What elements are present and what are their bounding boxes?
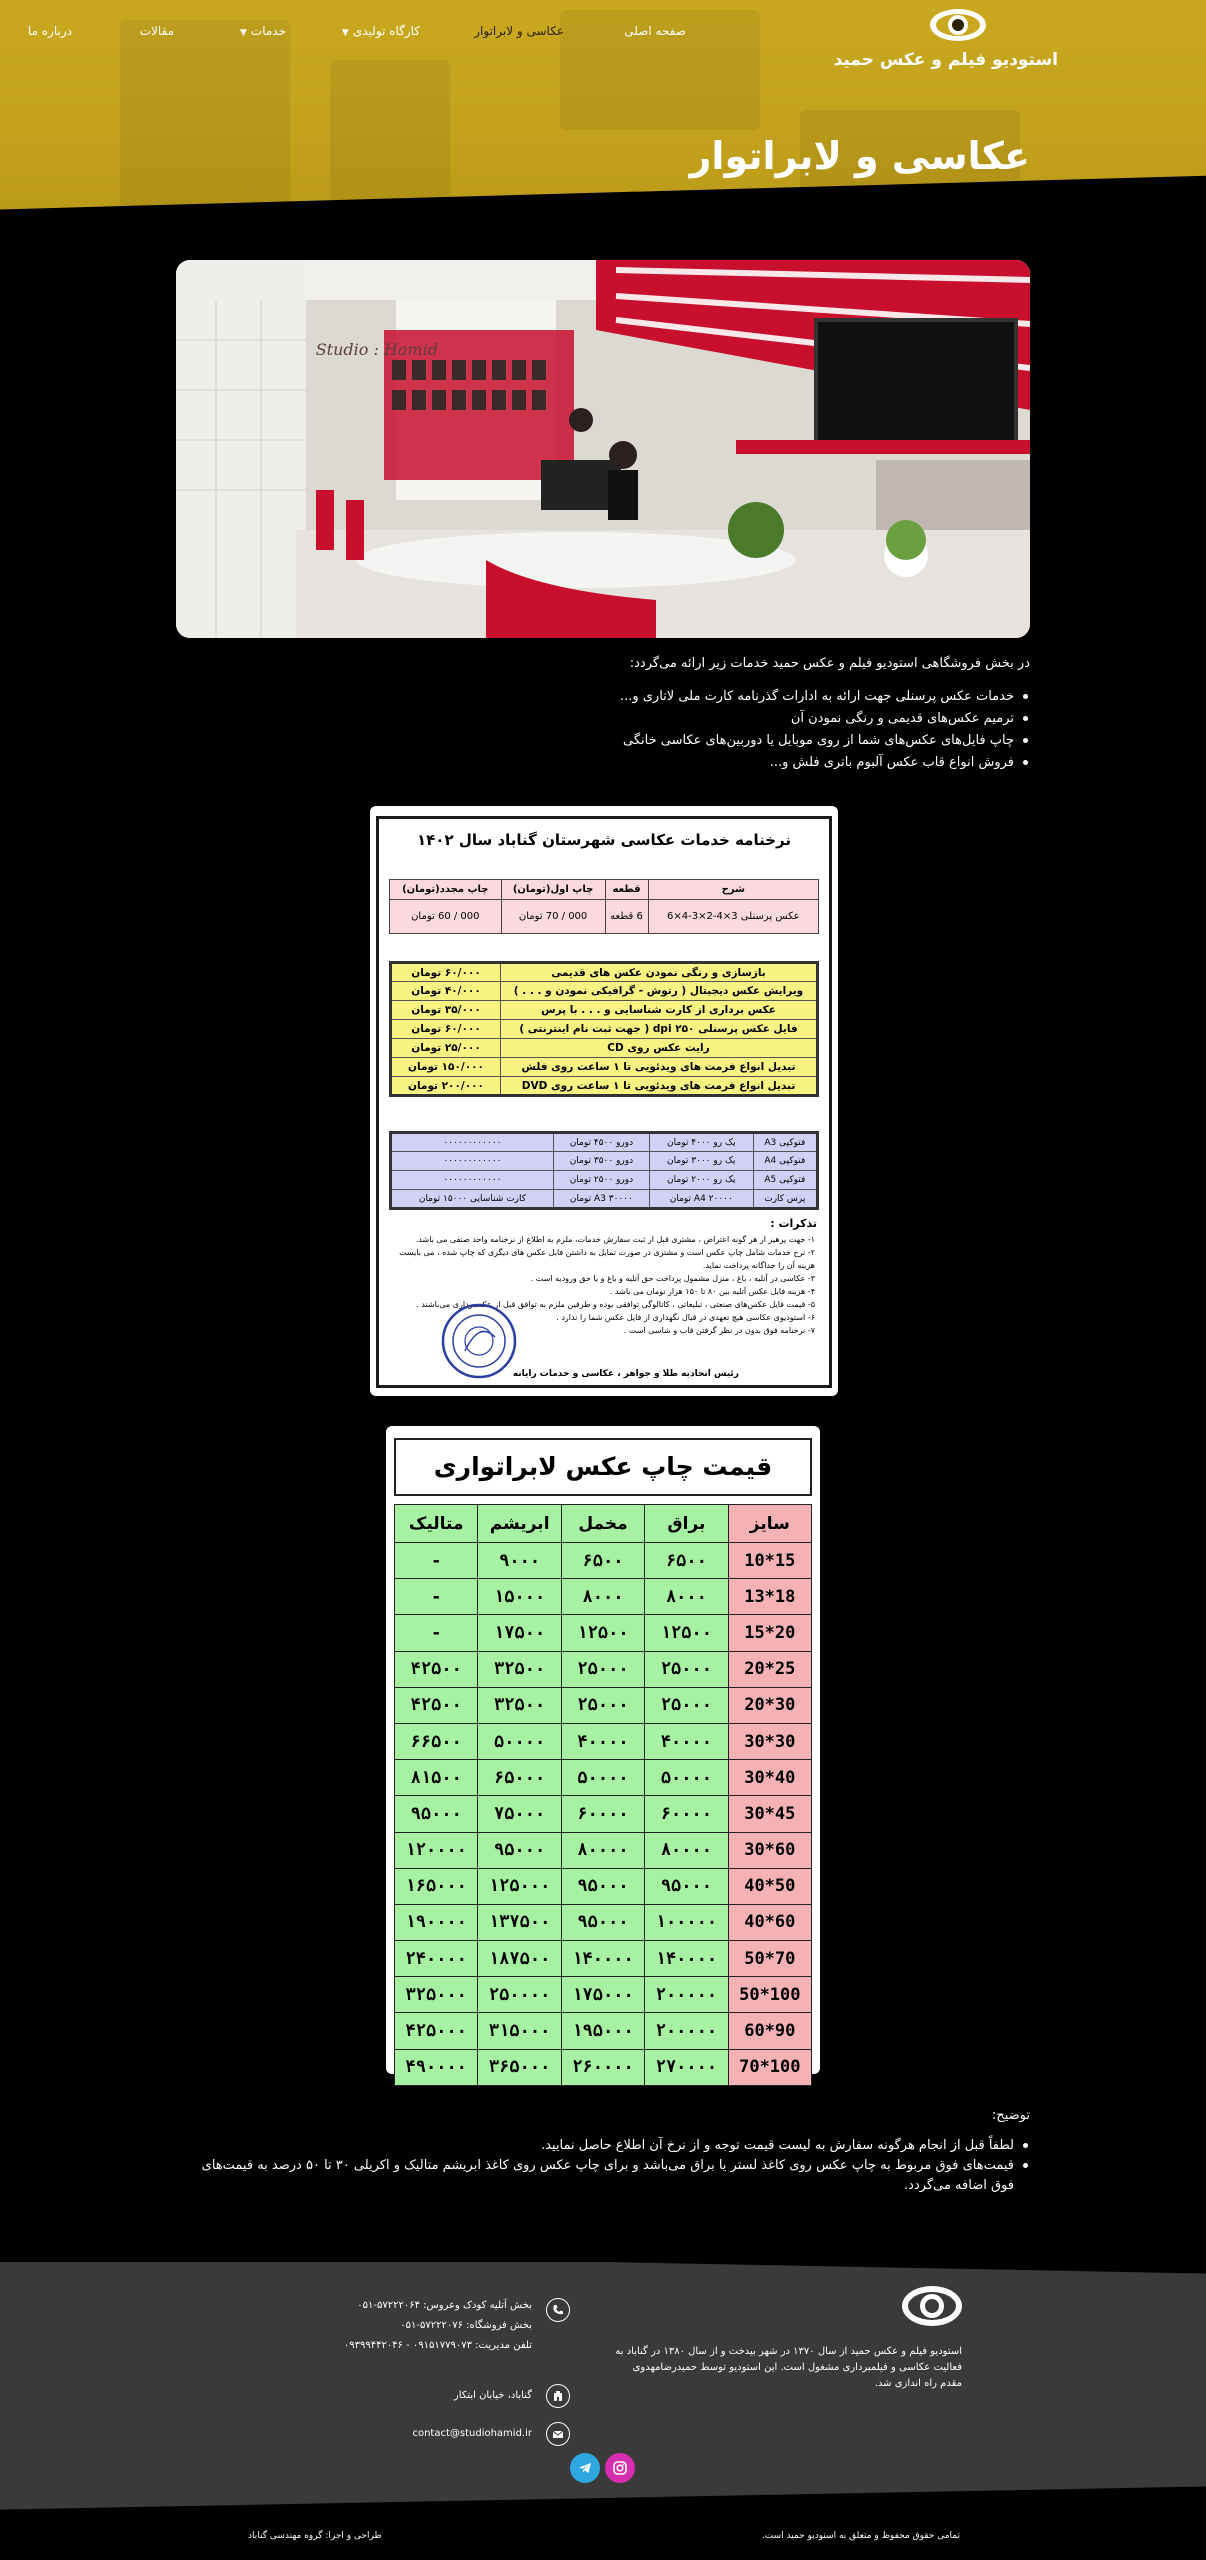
price-cell: ۵۰۰۰۰ bbox=[561, 1760, 644, 1796]
price-cell: ۱۹۰۰۰۰ bbox=[395, 1904, 478, 1940]
price-cell: ۲۰۰۰۰۰ bbox=[645, 2013, 728, 2049]
table-row bbox=[391, 1190, 818, 1209]
table-row bbox=[395, 1687, 812, 1723]
price-cell: ۴۰۰۰۰ bbox=[561, 1723, 644, 1759]
price-cell: ۱۵۰۰۰ bbox=[478, 1579, 561, 1615]
phone-line: تلفن مدیریت: ۰۹۱۵۱۷۷۹۰۷۳ - ۰۹۳۹۹۴۴۲۰۴۶ bbox=[343, 2340, 532, 2351]
size-cell: 13*18 bbox=[728, 1579, 811, 1615]
size-cell: 40*50 bbox=[728, 1868, 811, 1904]
price-cell: ۲۵۰۰۰۰ bbox=[478, 1977, 561, 2013]
list-item: ۵- قیمت فایل عکس‌های صنعتی ، تبلیغاتی ، کاتالوگی توافقی بوده و طرفین ملزم به توافق قبل از عکسبرداری می‌باشند . bbox=[416, 1300, 815, 1309]
eye-logo-icon bbox=[900, 2283, 964, 2329]
address-text: گناباد، خیابان ابتکار bbox=[453, 2390, 532, 2401]
price-cell: ۶۵۰۰۰ bbox=[478, 1760, 561, 1796]
price-cell: ۱۲۵۰۰۰ bbox=[478, 1868, 561, 1904]
footer-address bbox=[270, 2384, 570, 2424]
table-cell: ۶۰/۰۰۰ تومان bbox=[391, 963, 501, 982]
price-cell: ۱۷۵۰۰۰ bbox=[561, 1977, 644, 2013]
services-list bbox=[470, 686, 1030, 774]
table-cell: ۲۰۰/۰۰۰ تومان bbox=[391, 1077, 501, 1096]
instagram-icon bbox=[612, 2460, 628, 2476]
notes-section-title: توضیح: bbox=[991, 2108, 1030, 2123]
price-cell: ۱۸۷۵۰۰ bbox=[478, 1941, 561, 1977]
mail-icon bbox=[546, 2422, 570, 2446]
price-cell: ۶۵۰۰ bbox=[645, 1543, 728, 1579]
table-row bbox=[395, 1760, 812, 1796]
table-header: شرح bbox=[648, 880, 818, 900]
designer-credit: طراحی و اجرا: گروه مهندسی گناباد bbox=[248, 2531, 382, 2541]
table-cell: A3 ۳۰۰۰۰ تومان bbox=[553, 1190, 649, 1209]
signature-line: رئیس اتحادیه طلا و جواهر ، عکاسی و خدمات رایانه bbox=[512, 1369, 739, 1379]
price-cell: ۸۰۰۰ bbox=[645, 1579, 728, 1615]
size-cell: 50*100 bbox=[728, 1977, 811, 2013]
price-cell: ۹۵۰۰۰ bbox=[478, 1832, 561, 1868]
table-header: ابریشم bbox=[478, 1505, 561, 1543]
price-cell: ۳۶۵۰۰۰ bbox=[478, 2049, 561, 2085]
table-row bbox=[391, 1077, 818, 1096]
table-cell: بازسازی و رنگی نمودن عکس های قدیمی bbox=[501, 963, 818, 982]
table-row bbox=[391, 1058, 818, 1077]
table-cell: ۳۵/۰۰۰ تومان bbox=[391, 1001, 501, 1020]
price-cell: - bbox=[395, 1615, 478, 1651]
price-cell: ۱۶۵۰۰۰ bbox=[395, 1868, 478, 1904]
list-item: لطفاً قبل از انجام هرگونه سفارش به لیست قیمت توجه و از نرخ آن اطلاع حاصل نمایید. bbox=[176, 2136, 1030, 2156]
table-header: مخمل bbox=[561, 1505, 644, 1543]
service-price-table bbox=[389, 961, 819, 1097]
price-cell: ۳۱۵۰۰۰ bbox=[478, 2013, 561, 2049]
building-icon bbox=[546, 2384, 570, 2408]
price-cell: ۴۲۵۰۰ bbox=[395, 1651, 478, 1687]
copyright-text: تمامی حقوق محفوظ و متعلق به استودیو حمید است. bbox=[761, 2531, 960, 2541]
list-item: قیمت‌های فوق مربوط به چاپ عکس روی کاغذ لستر یا براق می‌باشد و برای چاپ عکس روی کاغذ ابریشم متالیک و اکریلی ۳۰ تا ۵۰ درصد به قیمت‌های فوق اضافه می‌گردد. bbox=[176, 2156, 1030, 2196]
size-cell: 30*60 bbox=[728, 1832, 811, 1868]
table-cell: عکس پرسنلی 3×4-2×3-4×6 bbox=[648, 900, 818, 934]
price-cell: ۲۵۰۰۰ bbox=[561, 1687, 644, 1723]
table-row bbox=[391, 963, 818, 982]
table-cell: پرس کارت bbox=[753, 1190, 817, 1209]
eye-logo-icon bbox=[928, 6, 988, 44]
list-item: چاپ فایل‌های عکس‌های شما از روی موبایل یا دوربین‌های عکاسی خانگی bbox=[470, 730, 1030, 752]
nav-item-workshop[interactable] bbox=[342, 24, 420, 38]
table-row bbox=[391, 1039, 818, 1058]
photocopy-price-table bbox=[389, 1131, 819, 1210]
notes-section-list bbox=[176, 2136, 1030, 2196]
table-header: چاپ مجدد(تومان) bbox=[390, 880, 502, 900]
phone-line: بخش فروشگاه: ۵۷۲۲۲۰۷۶-۰۵۱ bbox=[400, 2320, 532, 2331]
table-row bbox=[395, 1941, 812, 1977]
table-row bbox=[395, 1904, 812, 1940]
price-cell: ۵۰۰۰۰ bbox=[478, 1723, 561, 1759]
lab-print-price-table bbox=[394, 1504, 812, 2086]
price-cell: ۳۲۵۰۰ bbox=[478, 1651, 561, 1687]
price-cell: ۶۰۰۰۰ bbox=[561, 1796, 644, 1832]
size-cell: 10*15 bbox=[728, 1543, 811, 1579]
price-cell: - bbox=[395, 1543, 478, 1579]
price-cell: ۴۲۵۰۰ bbox=[395, 1687, 478, 1723]
table-header: قطعه bbox=[605, 880, 648, 900]
price-cell: ۸۰۰۰۰ bbox=[561, 1832, 644, 1868]
table-cell: ۴۰/۰۰۰ تومان bbox=[391, 982, 501, 1001]
price-cell: ۸۰۰۰۰ bbox=[645, 1832, 728, 1868]
size-cell: 70*100 bbox=[728, 2049, 811, 2085]
table-cell: تبدیل انواع فرمت های ویدئویی تا ۱ ساعت روی DVD bbox=[501, 1077, 818, 1096]
page-title: عکاسی و لابراتوار bbox=[689, 134, 1030, 178]
list-item: خدمات عکس پرسنلی جهت ارائه به ادارات گذرنامه کارت ملی لاتاری و... bbox=[470, 686, 1030, 708]
phone-line: بخش آتلیه کودک وعروس: ۵۷۲۲۲۰۶۴-۰۵۱ bbox=[357, 2300, 532, 2311]
table-row bbox=[395, 1868, 812, 1904]
price-cell: ۳۲۵۰۰ bbox=[478, 1687, 561, 1723]
table-row bbox=[395, 1615, 812, 1651]
price-cell: ۲۰۰۰۰۰ bbox=[645, 1977, 728, 2013]
price-sheet-frame bbox=[376, 816, 832, 1388]
list-item: ۶- استودیوی عکاسی هیچ تعهدی در قبال نگهداری از فایل عکس شما را ندارد . bbox=[556, 1313, 815, 1322]
price-cell: ۹۵۰۰۰ bbox=[645, 1868, 728, 1904]
table-row bbox=[391, 1020, 818, 1039]
table-header: براق bbox=[645, 1505, 728, 1543]
table-cell: رایت عکس روی CD bbox=[501, 1039, 818, 1058]
price-sheet-services bbox=[370, 806, 838, 1396]
price-cell: ۲۷۰۰۰۰ bbox=[645, 2049, 728, 2085]
table-cell: یک رو ۲۰۰۰ تومان bbox=[649, 1171, 753, 1190]
telegram-button[interactable] bbox=[570, 2453, 600, 2483]
price-cell: ۴۰۰۰۰ bbox=[645, 1723, 728, 1759]
price-cell: - bbox=[395, 1579, 478, 1615]
site-footer bbox=[0, 2262, 1206, 2560]
price-cell: ۹۵۰۰۰ bbox=[561, 1904, 644, 1940]
table-row bbox=[395, 1832, 812, 1868]
price-sheet-title: نرخنامه خدمات عکاسی شهرستان گناباد سال ۱۴۰۲ bbox=[416, 831, 791, 849]
size-cell: 60*90 bbox=[728, 2013, 811, 2049]
size-cell: 20*30 bbox=[728, 1687, 811, 1723]
footer-about: استودیو فیلم و عکس حمید از سال ۱۳۷۰ در شهر بیدخت و از سال ۱۳۸۰ در گناباد به فعالیت عکاسی و فیلمبرداری مشغول است. این استودیو توسط حمیدرضامهدوی مقدم راه اندازی شد. bbox=[615, 2346, 962, 2389]
table-cell: فتوکپی A3 bbox=[753, 1133, 817, 1152]
price-cell: ۴۲۵۰۰۰ bbox=[395, 2013, 478, 2049]
table-row bbox=[391, 1133, 818, 1152]
price-cell: ۱۲۵۰۰ bbox=[561, 1615, 644, 1651]
price-cell: ۹۵۰۰۰ bbox=[561, 1868, 644, 1904]
nav-item-about[interactable]: درباره ما bbox=[27, 24, 72, 38]
price-cell: ۱۲۵۰۰ bbox=[645, 1615, 728, 1651]
table-row bbox=[391, 982, 818, 1001]
nav-item-home[interactable]: صفحه اصلی bbox=[624, 24, 686, 38]
price-cell: ۹۵۰۰۰ bbox=[395, 1796, 478, 1832]
table-header: متالیک bbox=[395, 1505, 478, 1543]
nav-item-services[interactable] bbox=[240, 24, 286, 38]
nav-item-workshop-label: کارگاه تولیدی bbox=[352, 24, 420, 38]
table-header: سایز bbox=[728, 1505, 811, 1543]
price-cell: ۱۳۷۵۰۰ bbox=[478, 1904, 561, 1940]
table-cell: ۶۰/۰۰۰ تومان bbox=[391, 1020, 501, 1039]
chevron-down-icon: ▼ bbox=[239, 28, 247, 38]
price-cell: ۶۶۵۰۰ bbox=[395, 1723, 478, 1759]
table-cell: تبدیل انواع فرمت های ویدئویی تا ۱ ساعت روی فلش bbox=[501, 1058, 818, 1077]
price-cell: ۱۷۵۰۰ bbox=[478, 1615, 561, 1651]
nav-item-photography-lab[interactable]: عکاسی و لابراتوار bbox=[474, 24, 564, 38]
nav-item-articles[interactable]: مقالات bbox=[139, 24, 174, 38]
table-row bbox=[395, 1796, 812, 1832]
price-sheet-title: قیمت چاپ عکس لابراتواری bbox=[394, 1438, 812, 1496]
size-cell: 50*70 bbox=[728, 1941, 811, 1977]
list-item: ۲- نرخ خدمات شامل چاپ عکس است و مشتری در صورت تمایل به داشتن فایل عکس های دیگری که چاپ شده ، می بایست هزینه آن را جداگانه پرداخت نماید. bbox=[399, 1248, 815, 1270]
table-cell: دورو ۲۵۰۰ تومان bbox=[553, 1171, 649, 1190]
price-cell: ۲۴۰۰۰۰ bbox=[395, 1941, 478, 1977]
nav-item-services-label: خدمات bbox=[250, 24, 286, 38]
price-cell: ۲۵۰۰۰ bbox=[561, 1651, 644, 1687]
price-cell: ۵۰۰۰۰ bbox=[645, 1760, 728, 1796]
footer-phones bbox=[270, 2298, 570, 2351]
table-cell: ۱۵۰/۰۰۰ تومان bbox=[391, 1058, 501, 1077]
table-cell: فتوکپی A5 bbox=[753, 1171, 817, 1190]
table-cell: یک رو ۴۰۰۰ تومان bbox=[649, 1133, 753, 1152]
price-cell: ۳۲۵۰۰۰ bbox=[395, 1977, 478, 2013]
size-cell: 30*45 bbox=[728, 1796, 811, 1832]
list-item: ۷- نرخنامه فوق بدون در نظر گرفتن قاب و شاسی است . bbox=[623, 1326, 815, 1335]
site-logo[interactable] bbox=[833, 6, 1058, 70]
size-cell: 20*25 bbox=[728, 1651, 811, 1687]
table-cell: دورو ۳۵۰۰ تومان bbox=[553, 1152, 649, 1171]
services-intro: در بخش فروشگاهی استودیو فیلم و عکس حمید خدمات زیر ارائه می‌گردد: bbox=[629, 656, 1030, 671]
list-item: ۴- هزینه فایل عکس آتلیه بین ۸۰ تا ۱۵۰ هزار تومان می باشد . bbox=[609, 1287, 815, 1296]
size-cell: 15*20 bbox=[728, 1615, 811, 1651]
table-cell: A4 ۲۰۰۰۰ تومان bbox=[649, 1190, 753, 1209]
price-cell: ۸۱۵۰۰ bbox=[395, 1760, 478, 1796]
table-cell: دورو ۴۵۰۰ تومان bbox=[553, 1133, 649, 1152]
table-cell: فایل عکس پرسنلی ۲۵۰ dpi ( جهت ثبت نام اینترنتی ) bbox=[501, 1020, 818, 1039]
store-photo bbox=[176, 260, 1030, 638]
table-cell: 000 / 70 تومان bbox=[501, 900, 605, 934]
price-cell: ۷۵۰۰۰ bbox=[478, 1796, 561, 1832]
table-cell: عکس برداری از کارت شناسایی و . . . با پرس bbox=[501, 1001, 818, 1020]
table-header: چاپ اول(تومان) bbox=[501, 880, 605, 900]
list-item: ۳- عکاسی در آتلیه ، باغ ، منزل مشمول پرداخت حق آتلیه و باغ و یا حق ورودیه است . bbox=[530, 1274, 815, 1283]
price-sheet-lab-prints bbox=[386, 1426, 820, 2078]
table-row bbox=[395, 1543, 812, 1579]
telegram-icon bbox=[577, 2460, 593, 2476]
table-cell: ۰۰۰۰۰۰۰۰۰۰۰۰ bbox=[391, 1171, 554, 1190]
list-item: ترمیم عکس‌های قدیمی و رنگی نمودن آن bbox=[470, 708, 1030, 730]
phone-icon bbox=[546, 2298, 570, 2322]
footer-email[interactable] bbox=[270, 2422, 570, 2462]
table-cell: ۰۰۰۰۰۰۰۰۰۰۰۰ bbox=[391, 1152, 554, 1171]
list-item: فروش انواع قاب عکس آلبوم باتری فلش و... bbox=[470, 752, 1030, 774]
size-cell: 30*40 bbox=[728, 1760, 811, 1796]
table-cell: یک رو ۳۰۰۰ تومان bbox=[649, 1152, 753, 1171]
price-cell: ۴۹۰۰۰۰ bbox=[395, 2049, 478, 2085]
instagram-button[interactable] bbox=[605, 2453, 635, 2483]
size-cell: 30*30 bbox=[728, 1723, 811, 1759]
price-cell: ۹۰۰۰ bbox=[478, 1543, 561, 1579]
price-cell: ۱۹۵۰۰۰ bbox=[561, 2013, 644, 2049]
table-cell: ۰۰۰۰۰۰۰۰۰۰۰۰ bbox=[391, 1133, 554, 1152]
table-row bbox=[391, 1001, 818, 1020]
notes-title: تذکرات : bbox=[770, 1217, 817, 1230]
price-cell: ۲۶۰۰۰۰ bbox=[561, 2049, 644, 2085]
table-row bbox=[391, 1152, 818, 1171]
table-row bbox=[395, 1651, 812, 1687]
hero-header bbox=[0, 0, 1206, 250]
portrait-price-table bbox=[389, 879, 819, 934]
table-row bbox=[395, 1723, 812, 1759]
price-cell: ۱۴۰۰۰۰ bbox=[645, 1941, 728, 1977]
table-cell: 000 / 60 تومان bbox=[390, 900, 502, 934]
table-row bbox=[395, 1579, 812, 1615]
table-cell: کارت شناسایی ۱۵۰۰۰ تومان bbox=[391, 1190, 554, 1209]
chevron-down-icon: ▼ bbox=[341, 28, 349, 38]
table-cell: ۲۵/۰۰۰ تومان bbox=[391, 1039, 501, 1058]
table-cell: 6 قطعه bbox=[605, 900, 648, 934]
table-row bbox=[395, 2013, 812, 2049]
price-cell: ۱۲۰۰۰۰ bbox=[395, 1832, 478, 1868]
size-cell: 40*60 bbox=[728, 1904, 811, 1940]
price-cell: ۲۵۰۰۰ bbox=[645, 1687, 728, 1723]
table-cell: ویرایش عکس دیجیتال ( رتوش - گرافیکی نمودن و . . . ) bbox=[501, 982, 818, 1001]
price-cell: ۶۵۰۰ bbox=[561, 1543, 644, 1579]
price-cell: ۶۰۰۰۰ bbox=[645, 1796, 728, 1832]
logo-text: استودیو فیلم و عکس حمید bbox=[833, 50, 1058, 70]
table-row bbox=[395, 2049, 812, 2085]
price-cell: ۲۵۰۰۰ bbox=[645, 1651, 728, 1687]
table-row bbox=[391, 1171, 818, 1190]
table-row bbox=[395, 1977, 812, 2013]
svg-text:Studio : Hamid: Studio : Hamid bbox=[315, 340, 438, 359]
stamp-icon bbox=[439, 1301, 519, 1381]
price-cell: ۱۴۰۰۰۰ bbox=[561, 1941, 644, 1977]
price-cell: ۱۰۰۰۰۰ bbox=[645, 1904, 728, 1940]
email-link[interactable]: contact@studiohamid.ir bbox=[412, 2428, 532, 2439]
price-cell: ۸۰۰۰ bbox=[561, 1579, 644, 1615]
list-item: ۱- جهت پرهیز از هر گونه اعتراض ، مشتری قبل از ثبت سفارش خدمات، ملزم به اطلاع از نرخنامه واحد صنفی می باشد. bbox=[415, 1235, 815, 1244]
table-cell: فتوکپی A4 bbox=[753, 1152, 817, 1171]
